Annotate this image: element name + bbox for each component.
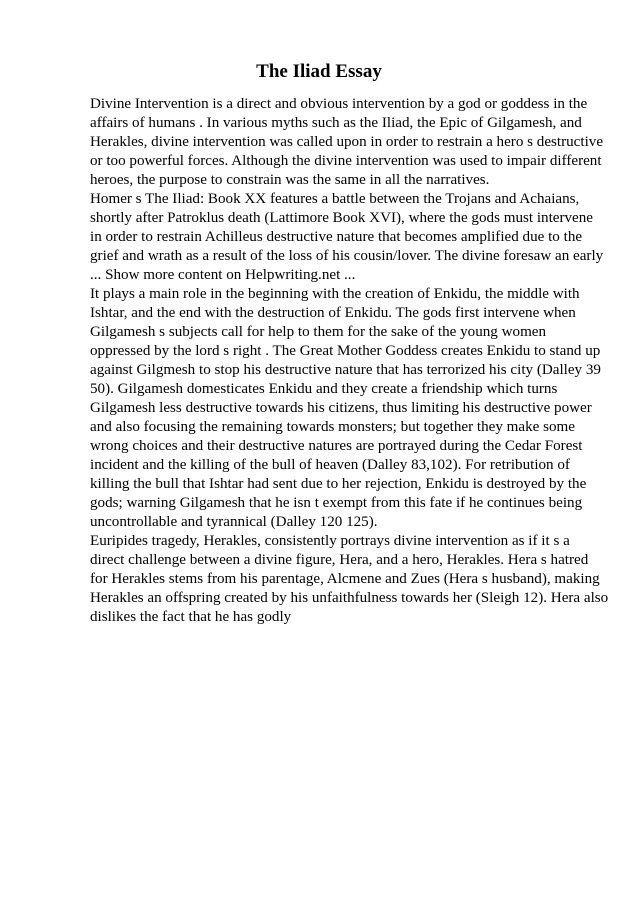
- text-line: and also focusing the remaining towards monsters; but together they make some: [90, 419, 575, 435]
- text-line: killing the bull that Ishtar had sent due to her rejection, Enkidu is destroyed by the: [90, 476, 587, 492]
- text-line: direct challenge between a divine figure, Hera, and a hero, Herakles. Hera s hatred: [90, 552, 589, 568]
- text-line: 50). Gilgamesh domesticates Enkidu and they create a friendship which turns: [90, 381, 558, 397]
- text-line: Gilgamesh s subjects call for help to them for the sake of the young women: [90, 324, 547, 340]
- text-line: Ishtar, and the end with the destruction of Enkidu. The gods first intervene when: [90, 305, 576, 321]
- text-line: Divine Intervention is a direct and obvious intervention by a god or goddess in the: [90, 96, 588, 112]
- text-line: incident and the killing of the bull of heaven (Dalley 83,102). For retribution of: [90, 457, 570, 473]
- text-line: in order to restrain Achilleus destructive nature that becomes amplified due to the: [90, 229, 583, 245]
- text-line: grief and wrath as a result of the loss of his cousin/lover. The divine foresaw an early: [90, 248, 604, 264]
- text-line: dislikes the fact that he has godly: [90, 609, 292, 625]
- text-line: against Gilgmesh to stop his destructive nature that has terrorized his city (Dalley 39: [90, 362, 601, 378]
- page-title: The Iliad Essay: [256, 61, 382, 82]
- text-line: or too powerful forces. Although the divine intervention was used to impair different: [90, 153, 602, 169]
- text-line: Homer s The Iliad: Book XX features a battle between the Trojans and Achaians,: [90, 191, 580, 207]
- essay-body: [90, 95, 610, 627]
- text-line: gods; warning Gilgamesh that he isn t exempt from this fate if he continues being: [90, 495, 583, 511]
- text-line: for Herakles stems from his parentage, Alcmene and Zues (Hera s husband), making: [90, 571, 600, 587]
- text-line: oppressed by the lord s right . The Great Mother Goddess creates Enkidu to stand up: [90, 343, 601, 359]
- text-line: Euripides tragedy, Herakles, consistently portrays divine intervention as if it s a: [90, 533, 570, 549]
- show-more-link[interactable]: ... Show more content on Helpwriting.net ...: [90, 267, 356, 283]
- text-line: It plays a main role in the beginning with the creation of Enkidu, the middle with: [90, 286, 580, 302]
- text-line: wrong choices and their destructive natures are portrayed during the Cedar Forest: [90, 438, 583, 454]
- text-line: affairs of humans . In various myths such as the Iliad, the Epic of Gilgamesh, and: [90, 115, 582, 131]
- text-line: shortly after Patroklus death (Lattimore Book XVI), where the gods must intervene: [90, 210, 593, 226]
- text-line: heroes, the purpose to constrain was the same in all the narratives.: [90, 172, 490, 188]
- text-line: uncontrollable and tyrannical (Dalley 120 125).: [90, 514, 378, 530]
- text-line: Gilgamesh less destructive towards his citizens, thus limiting his destructive power: [90, 400, 592, 416]
- text-line: Herakles, divine intervention was called upon in order to restrain a hero s destructive: [90, 134, 604, 150]
- text-line: Herakles an offspring created by his unfaithfulness towards her (Sleigh 12). Hera also: [90, 590, 609, 606]
